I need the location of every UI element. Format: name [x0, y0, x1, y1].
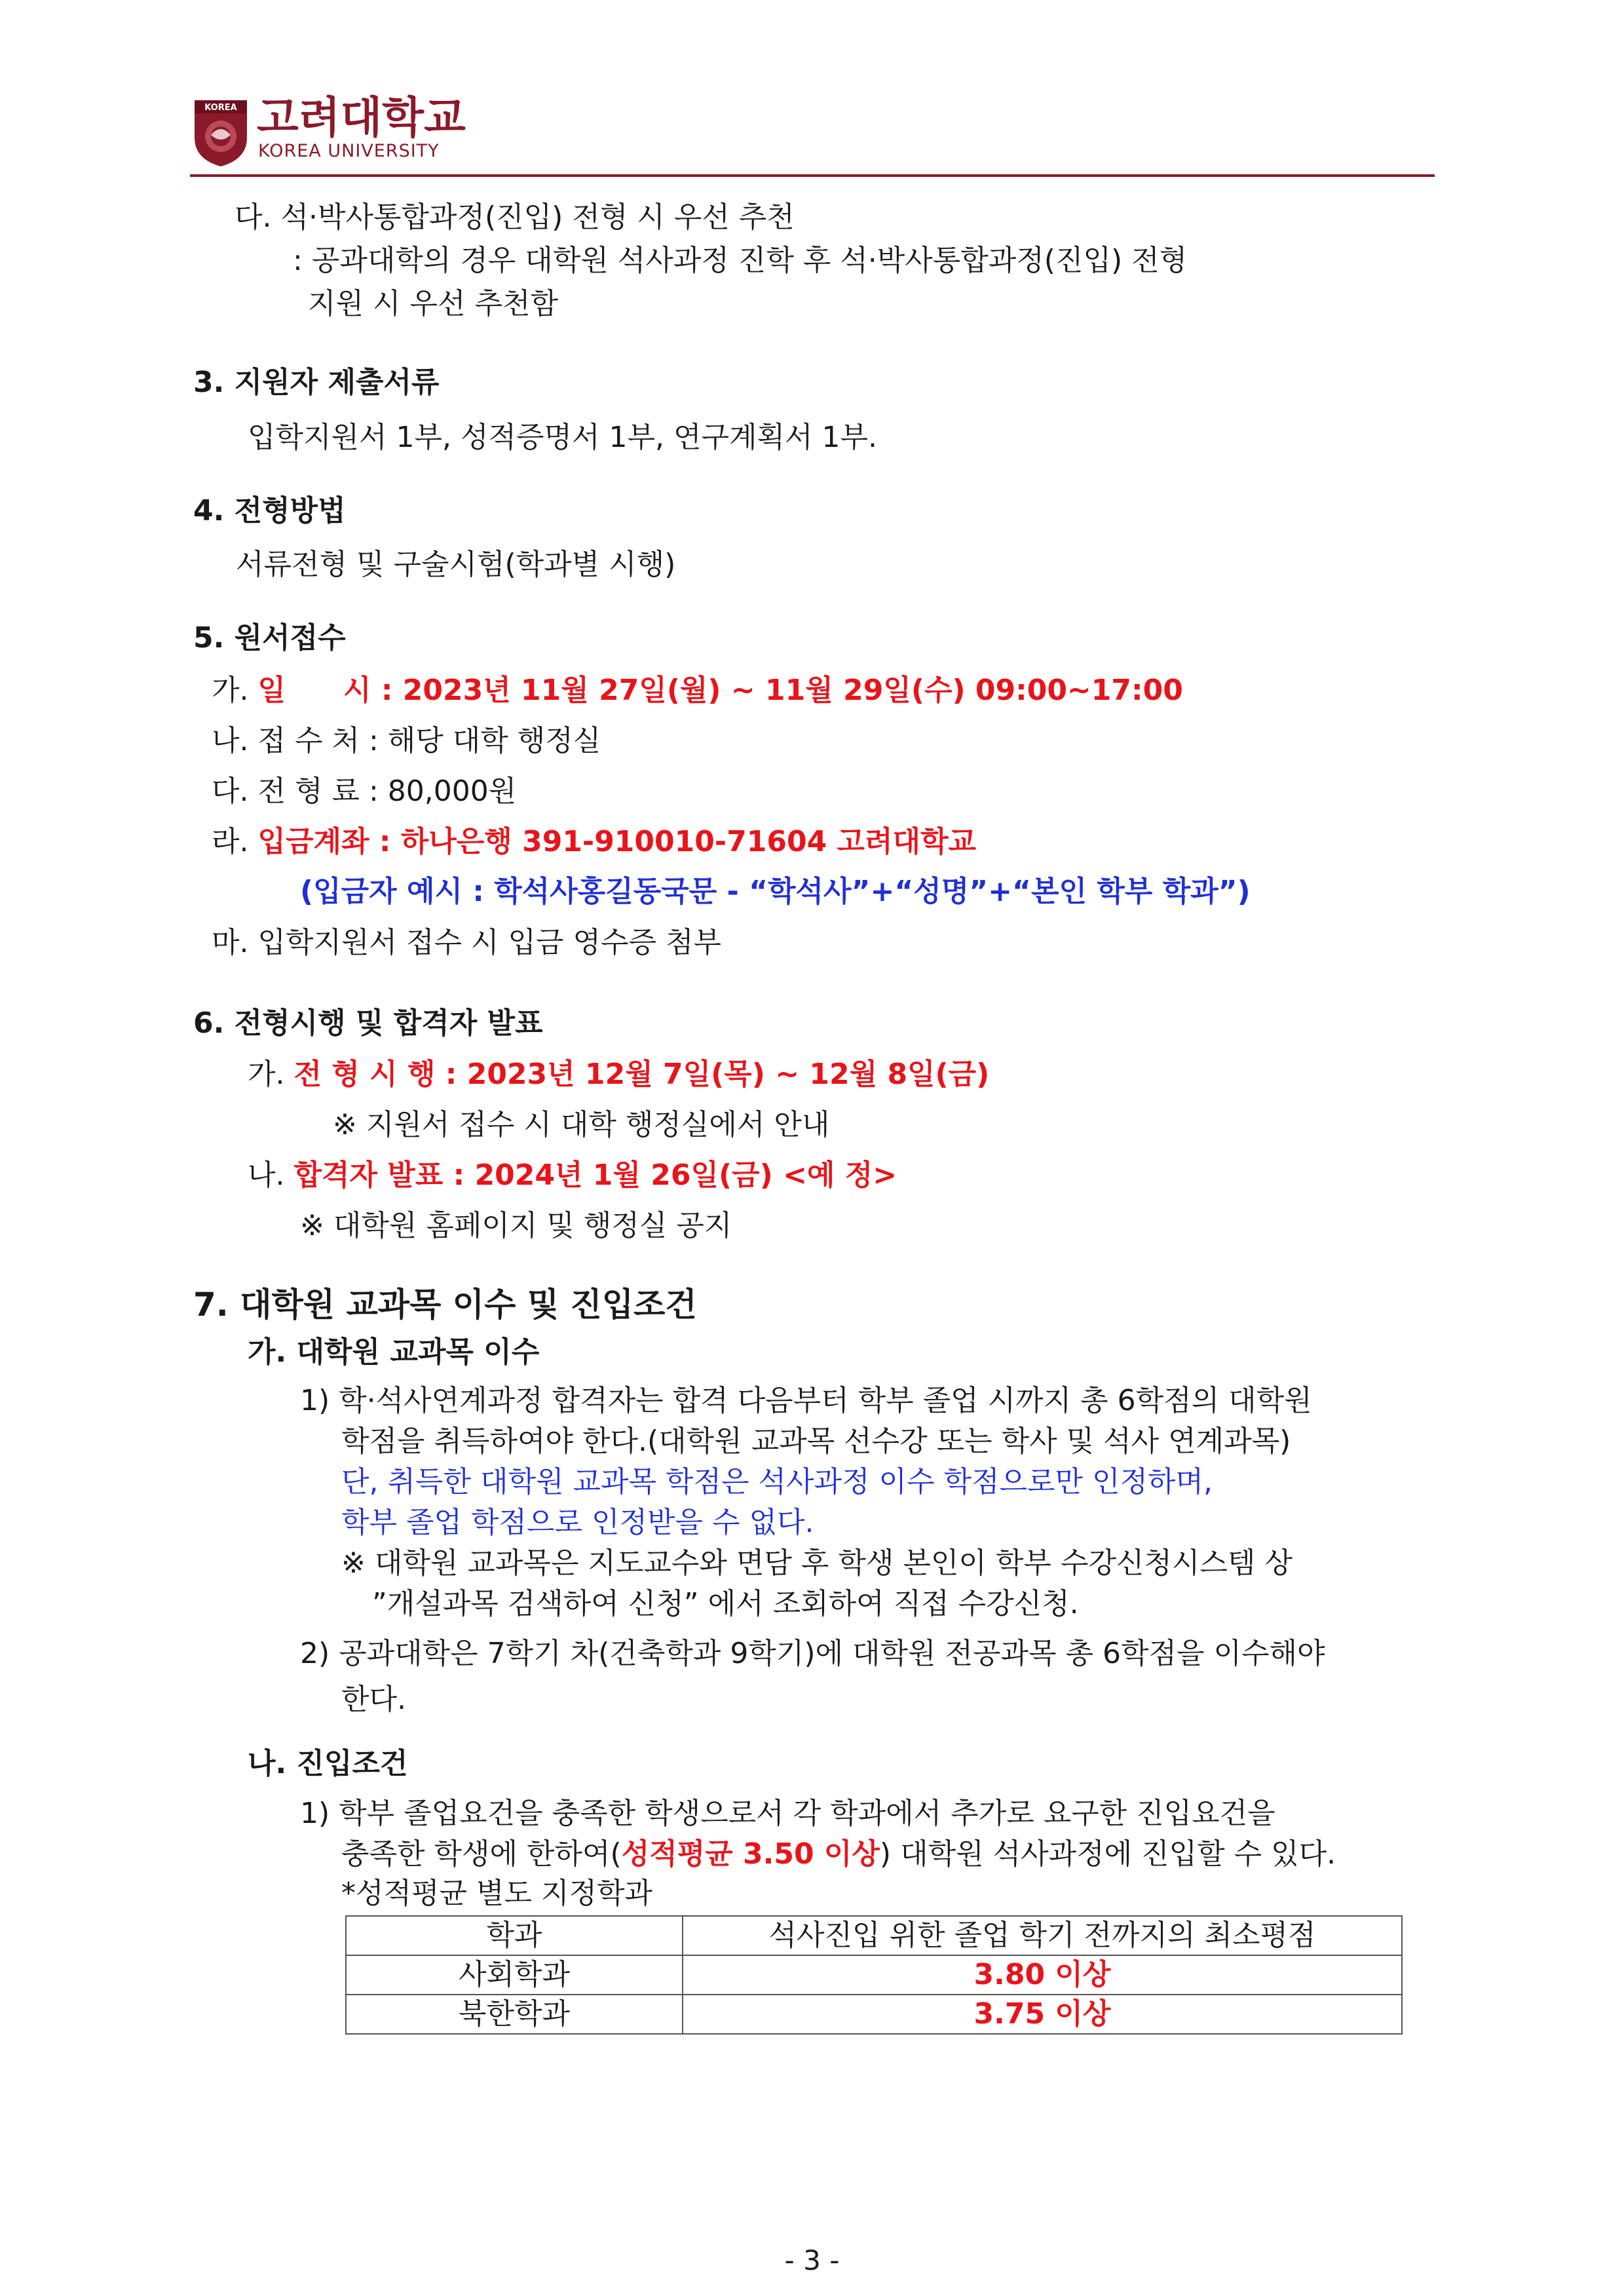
- section-5-item-c: 다. 전 형 료 : 80,000원: [212, 775, 517, 808]
- section-6-item-b: [248, 1157, 897, 1194]
- line2-part1: 충족한 학생에 한하여(: [341, 1837, 622, 1871]
- section-7b-title: 나. 진입조건: [248, 1747, 408, 1780]
- section-7-title: 7. 대학원 교과목 이수 및 진입조건: [193, 1286, 697, 1324]
- university-name-en: KOREA UNIVERSITY: [258, 141, 440, 161]
- application-date-label: 일 시 :: [257, 674, 403, 707]
- table-cell-gpa: 3.80 이상: [683, 1955, 1402, 1995]
- university-seal-icon: [191, 97, 250, 169]
- section-7a-1-line3: 단, 취득한 대학원 교과목 학점은 석사과정 이수 학점으로만 인정하며,: [341, 1465, 1213, 1499]
- table-header-dept: 학과: [346, 1916, 683, 1955]
- table-row: [346, 1955, 1402, 1995]
- section-7a-2-line2: 한다.: [341, 1683, 406, 1716]
- section-7b-1-line1: 1) 학부 졸업요건을 충족한 학생으로서 각 학과에서 추가로 요구한 진입요건을: [300, 1797, 1275, 1830]
- table-cell-gpa: 3.75 이상: [683, 1995, 1402, 2034]
- section-4-body: 서류전형 및 구술시험(학과별 시행): [236, 548, 676, 581]
- page-number: - 3 -: [784, 2244, 840, 2276]
- section-4-title: 4. 전형방법: [193, 494, 346, 527]
- item-a-prefix: 가.: [248, 1058, 285, 1091]
- bank-account: 입금계좌 : 하나은행 391-910010-71604 고려대학교: [257, 825, 977, 858]
- section-7a-1-line1: 1) 학·석사연계과정 합격자는 합격 다음부터 학부 졸업 시까지 총 6학점의 대학원: [300, 1384, 1312, 1417]
- section-5-item-e: 마. 입학지원서 접수 시 입금 영수증 첨부: [212, 926, 721, 959]
- line2-part3: ) 대학원 석사과정에 진입할 수 있다.: [879, 1837, 1336, 1871]
- section-3-title: 3. 지원자 제출서류: [193, 366, 440, 399]
- depositor-example: (입금자 예시 : 학석사홍길동국문 - “학석사”+“성명”+“본인 학부 학과”): [300, 875, 1251, 908]
- section-5-title: 5. 원서접수: [193, 621, 346, 655]
- item-a-prefix: 가.: [212, 674, 249, 707]
- svg-text:KOREA: KOREA: [204, 103, 237, 113]
- table-header-gpa: 석사진입 위한 졸업 학기 전까지의 최소평점: [683, 1916, 1402, 1955]
- section-5-item-d: [212, 824, 976, 860]
- announcement-date: 합격자 발표 : 2024년 1월 26일(금) <예 정>: [293, 1158, 897, 1192]
- section-7b-1-line2: [341, 1836, 1336, 1873]
- section-5-item-a: [212, 672, 1183, 709]
- university-name-ko: 고려대학교: [257, 92, 466, 143]
- table-cell-dept: 사회학과: [346, 1955, 683, 1995]
- screening-date: 전 형 시 행 : 2023년 12월 7일(목) ~ 12월 8일(금): [293, 1058, 990, 1091]
- section-6-note-b: ※ 대학원 홈페이지 및 행정실 공지: [300, 1209, 732, 1242]
- special-departments-caption: *성적평균 별도 지정학과: [341, 1877, 653, 1910]
- table-row: [346, 1995, 1402, 2034]
- header-divider: [190, 174, 1435, 177]
- section-6-note-a: ※ 지원서 접수 시 대학 행정실에서 안내: [333, 1108, 830, 1141]
- section-7a-2-line1: 2) 공과대학은 7학기 차(건축학과 9학기)에 대학원 전공과목 총 6학점을 이수해야: [300, 1637, 1325, 1670]
- section-7a-1-note2: ”개설과목 검색하여 신청” 에서 조회하여 직접 수강신청.: [372, 1587, 1079, 1620]
- section-5-item-b: 나. 접 수 처 : 해당 대학 행정실: [212, 724, 601, 757]
- gpa-requirements-table: [345, 1915, 1403, 2035]
- item-2c-line1: : 공과대학의 경우 대학원 석사과정 진학 후 석·박사통합과정(진입) 전형: [293, 244, 1188, 277]
- table-header-row: [346, 1916, 1402, 1955]
- minimum-gpa: 성적평균 3.50 이상: [621, 1837, 880, 1871]
- table-cell-dept: 북한학과: [346, 1995, 683, 2034]
- section-6-title: 6. 전형시행 및 합격자 발표: [193, 1006, 543, 1040]
- item-2c-title: 다. 석·박사통합과정(진입) 전형 시 우선 추천: [235, 201, 795, 234]
- item-b-prefix: 나.: [248, 1158, 285, 1192]
- item-2c-line2: 지원 시 우선 추천함: [308, 287, 558, 320]
- section-7a-title: 가. 대학원 교과목 이수: [248, 1335, 540, 1369]
- application-date-value: 2023년 11월 27일(월) ~ 11월 29일(수) 09:00~17:00: [402, 674, 1183, 707]
- section-7a-1-line2: 학점을 취득하여야 한다.(대학원 교과목 선수강 또는 학사 및 석사 연계과목): [341, 1425, 1291, 1458]
- section-7a-1-line4: 학부 졸업 학점으로 인정받을 수 없다.: [341, 1506, 814, 1539]
- section-7a-1-note1: ※ 대학원 교과목은 지도교수와 면담 후 학생 본인이 학부 수강신청시스템 상: [341, 1546, 1293, 1580]
- section-3-body: 입학지원서 1부, 성적증명서 1부, 연구계획서 1부.: [248, 421, 877, 454]
- item-d-prefix: 라.: [212, 825, 249, 858]
- section-6-item-a: [248, 1056, 989, 1093]
